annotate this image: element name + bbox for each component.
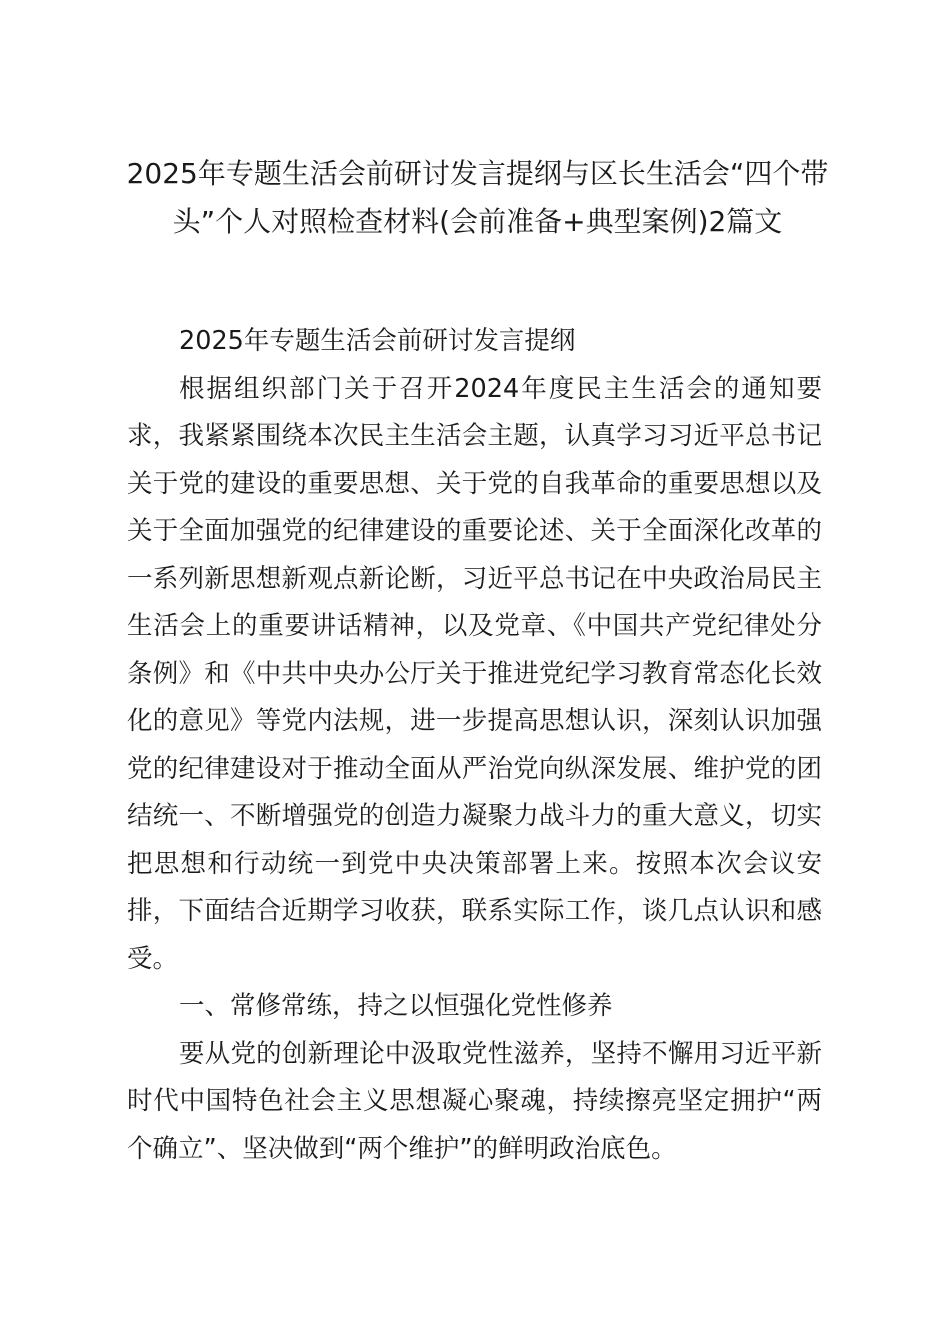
section-paragraph: 要从党的创新理论中汲取党性滋养，坚持不懈用习近平新时代中国特色社会主义思想凝心聚魂，持续擦亮坚定拥护“两个确立”、坚决做到“两个维护”的鲜明政治底色。: [127, 1038, 822, 1164]
document-subtitle: 2025年专题生活会前研讨发言提纲: [179, 326, 576, 356]
section-heading: 一、常修常练，持之以恒强化党性修养: [179, 991, 613, 1021]
intro-paragraph: 根据组织部门关于召开2024年度民主生活会的通知要求，我紧紧围绕本次民主生活会主题，认真学习习近平总书记关于党的建设的重要思想、关于党的自我革命的重要思想以及关于全面加强党的纪律建设的重要论述、关于全面深化改革的一系列新思想新观点新论断，习近平总书记在中央政治局民主生活会上的重要讲话精神，以及党章、《中国共产党纪律处分条例》和《中共中央办公厅关于推进党纪学习教育常态化长效化的意见》等党内法规，进一步提高思想认识，深刻认识加强党的纪律建设对于推动全面从严治党向纵深发展、维护党的团结统一、不断增强党的创造力凝聚力战斗力的重大意义，切实把思想和行动统一到党中央决策部署上来。按照本次会议安排，下面结合近期学习收获，联系实际工作，谈几点认识和感受。: [127, 373, 822, 974]
document-body: [127, 318, 822, 1173]
document-title: 2025年专题生活会前研讨发言提纲与区长生活会“四个带头”个人对照检查材料(会前准备+典型案例)2篇文: [126, 157, 829, 238]
